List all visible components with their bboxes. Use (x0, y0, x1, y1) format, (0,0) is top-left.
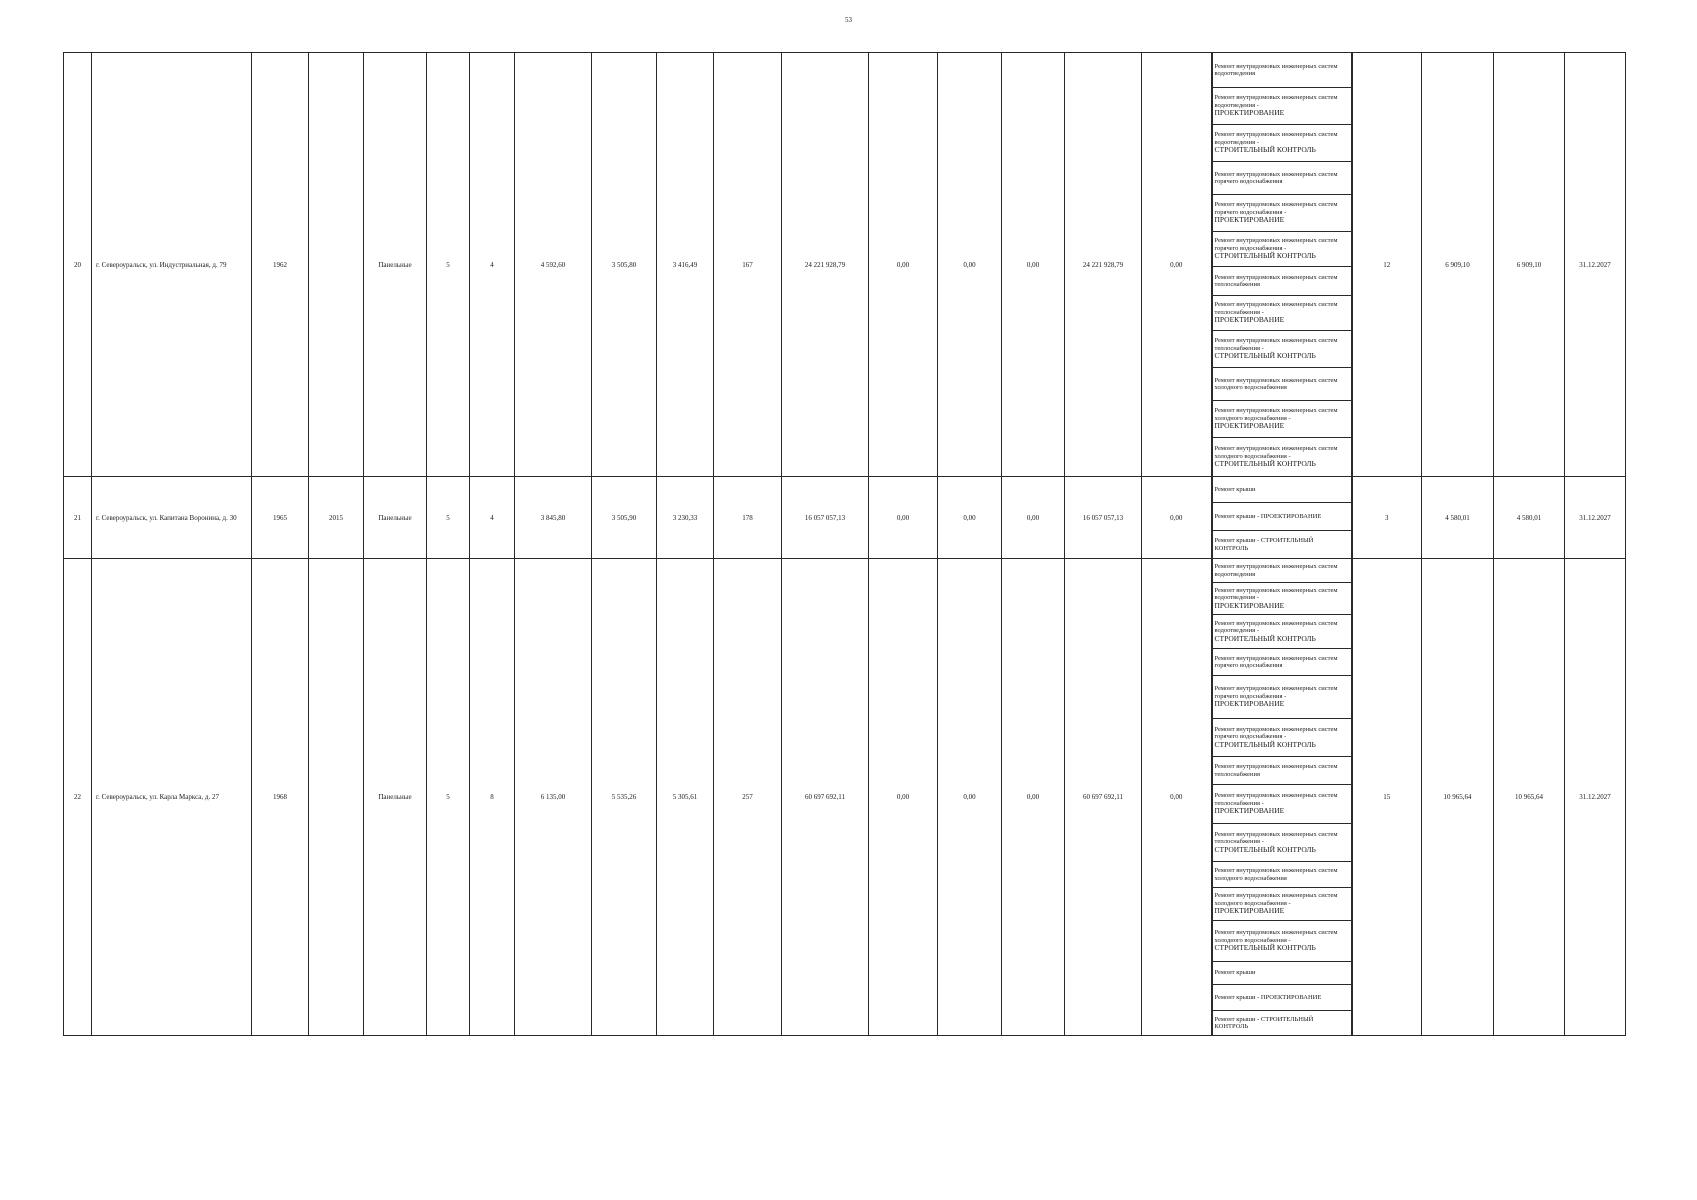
work-type-text: Ремонт внутридомовых инженерных систем горячего водоснабжения - (1214, 201, 1338, 216)
work-type-text: Ремонт крыши - ПРОЕКТИРОВАНИЕ (1214, 512, 1322, 520)
work-type-text: Ремонт крыши - СТРОИТЕЛЬНЫЙ КОНТРОЛЬ (1214, 537, 1314, 552)
work-type-text: Ремонт внутридомовых инженерных систем горячего водоснабжения (1214, 654, 1338, 669)
work-type-cell (1212, 88, 1352, 125)
row-number: 22 (64, 559, 92, 1036)
work-type-text: Ремонт внутридомовых инженерных систем горячего водоснабжения - (1214, 725, 1338, 741)
fund-owners: 16 057 057,13 (1065, 477, 1142, 559)
unit-cost-limit: 10 965,64 (1494, 559, 1565, 1036)
work-type-cell (1212, 824, 1352, 862)
work-type-cell (1212, 53, 1352, 88)
year-built: 1965 (252, 477, 309, 559)
work-type-text: Ремонт внутридомовых инженерных систем горячего водоснабжения (1214, 170, 1338, 185)
total-area: 3 845,80 (515, 477, 592, 559)
work-type-text: Ремонт внутридомовых инженерных систем водоотведения - (1214, 619, 1338, 635)
fund-regional: 0,00 (938, 559, 1002, 1036)
work-type-cell (1212, 296, 1352, 331)
work-stage-text: ПРОЕКТИРОВАНИЕ (1214, 600, 1285, 610)
work-type-cell (1212, 368, 1352, 401)
deadline: 31.12.2027 (1565, 477, 1626, 559)
work-stage-text: ПРОЕКТИРОВАНИЕ (1214, 421, 1285, 431)
work-type-cell (1212, 615, 1352, 649)
work-type-cell (1212, 785, 1352, 824)
work-type-text: Ремонт внутридомовых инженерных систем теплоснабжения (1214, 273, 1338, 288)
capital-repair-register-table (63, 52, 1626, 1036)
residential-area: 3 230,33 (657, 477, 714, 559)
residents-count: 257 (714, 559, 782, 1036)
residential-area: 5 305,61 (657, 559, 714, 1036)
work-type-cell (1212, 962, 1352, 985)
work-type-cell (1212, 921, 1352, 962)
year-built: 1968 (252, 559, 309, 1036)
fund-local: 0,00 (1002, 477, 1065, 559)
fund-owners: 24 221 928,79 (1065, 53, 1142, 477)
year-last-overhaul (309, 53, 364, 477)
fund-other: 0,00 (1142, 53, 1212, 477)
work-type-text: Ремонт внутридомовых инженерных систем холодного водоснабжения - (1214, 892, 1338, 907)
work-type-text: Ремонт внутридомовых инженерных систем холодного водоснабжения (1214, 376, 1338, 391)
fund-federal: 0,00 (869, 53, 938, 477)
work-type-text: Ремонт внутридомовых инженерных систем теплоснабжения - (1214, 337, 1338, 352)
work-type-cell (1212, 232, 1352, 267)
work-type-text: Ремонт внутридомовых инженерных систем холодного водоснабжения (1214, 867, 1338, 882)
fund-regional: 0,00 (938, 53, 1002, 477)
fund-other: 0,00 (1142, 559, 1212, 1036)
work-type-cell (1212, 531, 1352, 559)
year-built: 1962 (252, 53, 309, 477)
work-type-text: Ремонт крыши (1214, 485, 1256, 493)
floors-count: 5 (427, 559, 470, 1036)
work-type-cell (1212, 162, 1352, 195)
work-type-cell (1212, 503, 1352, 531)
cost-total: 60 697 692,11 (782, 559, 869, 1036)
work-type-cell (1212, 1011, 1352, 1036)
unit-cost: 6 909,10 (1422, 53, 1494, 477)
work-type-cell (1212, 757, 1352, 785)
work-type-cell (1212, 125, 1352, 162)
fund-federal: 0,00 (869, 477, 938, 559)
work-type-cell (1212, 401, 1352, 438)
work-stage-text: СТРОИТЕЛЬНЫЙ КОНТРОЛЬ (1214, 351, 1316, 361)
work-type-text: Ремонт внутридомовых инженерных систем водоотведения (1214, 62, 1338, 77)
fund-other: 0,00 (1142, 477, 1212, 559)
address: г. Североуральск, ул. Карла Маркса, д. 27 (92, 559, 252, 1036)
work-type-cell (1212, 438, 1352, 477)
wall-material: Панельные (364, 559, 427, 1036)
deadline: 31.12.2027 (1565, 559, 1626, 1036)
row-number: 20 (64, 53, 92, 477)
work-type-text: Ремонт внутридомовых инженерных систем водоотведения - (1214, 586, 1338, 602)
work-type-cell (1212, 719, 1352, 757)
work-stage-text: ПРОЕКТИРОВАНИЕ (1214, 215, 1285, 225)
work-type-cell (1212, 195, 1352, 232)
residents-count: 178 (714, 477, 782, 559)
work-type-cell (1212, 862, 1352, 888)
cost-total: 16 057 057,13 (782, 477, 869, 559)
work-type-cell (1212, 331, 1352, 368)
work-stage-text: СТРОИТЕЛЬНЫЙ КОНТРОЛЬ (1214, 251, 1316, 261)
wall-material: Панельные (364, 53, 427, 477)
total-area: 4 592,60 (515, 53, 592, 477)
unit-cost: 10 965,64 (1422, 559, 1494, 1036)
work-stage-text: СТРОИТЕЛЬНЫЙ КОНТРОЛЬ (1214, 943, 1316, 953)
work-type-text: Ремонт крыши (1214, 969, 1256, 977)
works-count: 3 (1352, 477, 1422, 559)
work-type-text: Ремонт крыши - ПРОЕКТИРОВАНИЕ (1214, 993, 1322, 1001)
work-type-cell (1212, 559, 1352, 583)
deadline: 31.12.2027 (1565, 53, 1626, 477)
work-type-cell (1212, 649, 1352, 676)
work-type-text: Ремонт внутридомовых инженерных систем горячего водоснабжения - (1214, 685, 1338, 700)
work-stage-text: ПРОЕКТИРОВАНИЕ (1214, 108, 1285, 118)
cost-total: 24 221 928,79 (782, 53, 869, 477)
work-stage-text: ПРОЕКТИРОВАНИЕ (1214, 906, 1285, 916)
unit-cost: 4 580,01 (1422, 477, 1494, 559)
entrances-count: 4 (470, 477, 515, 559)
fund-local: 0,00 (1002, 559, 1065, 1036)
fund-local: 0,00 (1002, 53, 1065, 477)
work-stage-text: ПРОЕКТИРОВАНИЕ (1214, 699, 1285, 709)
premises-area: 3 505,90 (592, 477, 657, 559)
work-stage-text: СТРОИТЕЛЬНЫЙ КОНТРОЛЬ (1214, 459, 1316, 469)
row-number: 21 (64, 477, 92, 559)
work-stage-text: СТРОИТЕЛЬНЫЙ КОНТРОЛЬ (1214, 739, 1316, 749)
total-area: 6 135,00 (515, 559, 592, 1036)
work-type-text: Ремонт внутридомовых инженерных систем водоотведения - (1214, 131, 1338, 146)
work-stage-text: СТРОИТЕЛЬНЫЙ КОНТРОЛЬ (1214, 633, 1316, 643)
address: г. Североуральск, ул. Капитана Воронина, д. 30 (92, 477, 252, 559)
residents-count: 167 (714, 53, 782, 477)
entrances-count: 4 (470, 53, 515, 477)
entrances-count: 8 (470, 559, 515, 1036)
work-type-text: Ремонт внутридомовых инженерных систем холодного водоснабжения - (1214, 445, 1338, 460)
work-stage-text: ПРОЕКТИРОВАНИЕ (1214, 806, 1285, 816)
work-type-cell (1212, 267, 1352, 296)
table-row (64, 477, 1626, 503)
work-type-text: Ремонт внутридомовых инженерных систем теплоснабжения (1214, 763, 1338, 778)
fund-owners: 60 697 692,11 (1065, 559, 1142, 1036)
floors-count: 5 (427, 477, 470, 559)
work-type-text: Ремонт внутридомовых инженерных систем холодного водоснабжения - (1214, 929, 1338, 944)
work-stage-text: СТРОИТЕЛЬНЫЙ КОНТРОЛЬ (1214, 145, 1316, 155)
work-type-text: Ремонт внутридомовых инженерных систем горячего водоснабжения - (1214, 237, 1338, 252)
work-type-text: Ремонт внутридомовых инженерных систем водоотведения (1214, 563, 1338, 578)
work-type-text: Ремонт внутридомовых инженерных систем теплоснабжения - (1214, 301, 1338, 316)
work-type-text: Ремонт внутридомовых инженерных систем теплоснабжения - (1214, 792, 1338, 807)
work-type-cell (1212, 583, 1352, 615)
work-type-cell (1212, 477, 1352, 503)
work-type-cell (1212, 888, 1352, 921)
year-last-overhaul (309, 559, 364, 1036)
address: г. Североуральск, ул. Индустриальная, д. 79 (92, 53, 252, 477)
wall-material: Панельные (364, 477, 427, 559)
work-type-cell (1212, 676, 1352, 719)
floors-count: 5 (427, 53, 470, 477)
work-type-text: Ремонт крыши - СТРОИТЕЛЬНЫЙ КОНТРОЛЬ (1214, 1015, 1314, 1030)
work-type-text: Ремонт внутридомовых инженерных систем холодного водоснабжения - (1214, 407, 1338, 422)
table-row (64, 53, 1626, 88)
works-count: 12 (1352, 53, 1422, 477)
fund-federal: 0,00 (869, 559, 938, 1036)
page-number: 53 (845, 16, 852, 24)
premises-area: 5 535,26 (592, 559, 657, 1036)
year-last-overhaul: 2015 (309, 477, 364, 559)
work-stage-text: СТРОИТЕЛЬНЫЙ КОНТРОЛЬ (1214, 844, 1316, 854)
unit-cost-limit: 4 580,01 (1494, 477, 1565, 559)
premises-area: 3 505,80 (592, 53, 657, 477)
fund-regional: 0,00 (938, 477, 1002, 559)
work-stage-text: ПРОЕКТИРОВАНИЕ (1214, 315, 1285, 325)
work-type-text: Ремонт внутридомовых инженерных систем водоотведения - (1214, 94, 1338, 109)
residential-area: 3 416,49 (657, 53, 714, 477)
works-count: 15 (1352, 559, 1422, 1036)
work-type-cell (1212, 985, 1352, 1011)
work-type-text: Ремонт внутридомовых инженерных систем теплоснабжения - (1214, 830, 1338, 846)
unit-cost-limit: 6 909,10 (1494, 53, 1565, 477)
table-row (64, 559, 1626, 583)
